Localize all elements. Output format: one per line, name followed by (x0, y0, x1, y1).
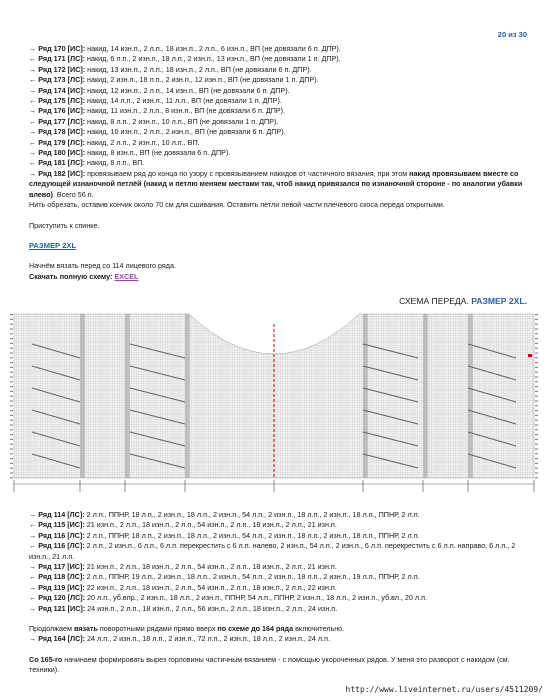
row-tail: . Всего 56 п. (52, 189, 94, 199)
row-text: 22 изн.п., 2 л.п., 18 изн.п., 2 л.п., 54 изн.п., 2 л.п., 18 изн.п., 2 л.п., 22 изн.п. (84, 582, 337, 592)
row-line (29, 106, 525, 116)
arrow-right-icon: → (29, 44, 39, 53)
size-heading[interactable]: РАЗМЕР 2XL (29, 240, 77, 250)
arrow-left-icon: ← (29, 96, 39, 106)
row-text: 21 изн.п., 2 л.п., 18 изн.п., 2 л.п., 54 изн.п., 2 л.п., 18 изн.п., 2 л.п., 21 изн.п. (84, 520, 337, 530)
download-label: Скачать полную схему: (29, 271, 113, 281)
row-text: накид, 14 изн.п., 2 л.п., 18 изн.п., 2 л.п., 6 изн.п., ВП (не довязали 6 п. ДПР). (85, 44, 341, 53)
row-line (29, 562, 525, 572)
footer-url[interactable]: http://www.liveinternet.ru/users/4511209/ (345, 685, 543, 694)
row-text: накид, 6 л.п., 2 изн.п., 18 л.п., 2 изн.п., 13 изн.п., ВП (не довязали 1 п. ДПР). (85, 54, 341, 64)
row-text: накид, 8 изн.п., ВП (не довязали 6 п. ДПР). (85, 148, 231, 158)
knitting-chart (10, 308, 538, 502)
row-line (29, 520, 525, 530)
row-line (29, 65, 525, 75)
row-line (29, 44, 525, 54)
chart-title (399, 296, 527, 306)
row-name: Ряд 117 [ИС]: (38, 562, 85, 572)
cut-instructions: Нить обрезать, оставив кончик около 70 см для сшивания. Оставить петли левой части плечевого скоса переда открытыми. (29, 200, 445, 210)
row-list-bottom (29, 510, 525, 614)
arrow-left-icon: ← (29, 593, 39, 603)
row-text: 2 л.п., ППНР, 19 л.п., 2 изн.п., 18 л.п., 2 изн.п., 54 л.п., 2 изн.п., 18 л.п., 2 изн.п., 19 л.п., ППНР, 2 л.п. (84, 572, 420, 582)
row-text: 24 изн.п., 2 л.п., 18 изн.п., 2 л.п., 56 изн.п., 2 л.п., 18 изн.п., 2 л.п., 24 изн.п. (85, 603, 338, 613)
row-text: 2 л.п., ППНР, 18 л.п., 2 изн.п., 18 л.п., 2 изн.п., 54 л.п., 2 изн.п., 18 л.п., 2 изн.п., 18 л.п., ППНР, 2 л.п. (84, 530, 420, 540)
row-list-top (29, 44, 525, 169)
row-text: 21 изн.п., 2 л.п., 18 изн.п., 2 л.п., 54 изн.п., 2 л.п., 18 изн.п., 2 л.п., 21 изн.п. (84, 562, 337, 572)
row-name: Ряд 175 [ЛС]: (38, 96, 86, 106)
start-text: Начнём вязать перед со 114 лицевого ряда. (29, 261, 176, 271)
row-name: Ряд 116 [ЛС]: (38, 541, 85, 551)
row-line (29, 86, 525, 96)
row-name: Ряд 180 [ИС]: (38, 148, 86, 158)
row-bold-text: накид провязываем вместе со следующей изнаночной петлёй (накид и петлю меняем местами так, чтоб накид привязался по изнаночной стороне - по аналогии убавки влево) (29, 168, 523, 199)
arrow-left-icon: ← (29, 116, 39, 126)
chart-marker (528, 354, 532, 357)
row-name: Ряд 120 [ЛС]: (38, 593, 86, 603)
row-text: 20 л.п., уб.впр., 2 изн.п., 18 л.п., 2 изн.п., ППНР, 54 л.п., ППНР, 2 изн.п., 18 л.п., 2 изн.п., уб.вл., 20 л.п. (85, 593, 428, 603)
arrow-left-icon: ← (29, 54, 39, 64)
chart-title-size: РАЗМЕР 2XL. (471, 296, 527, 306)
row-182 (29, 169, 525, 200)
row-text: провязываем ряд до конца по узору с провязыванием накидов от частичного вязания, при этом (85, 168, 410, 178)
arrow-right-icon: → (29, 603, 39, 613)
row-line (29, 593, 525, 603)
row-line (29, 541, 525, 562)
row-line (29, 531, 525, 541)
row-text: накид, 2 л.п., 2 изн.п., 10 л.п., ВП. (85, 137, 200, 147)
arrow-right-icon: → (29, 582, 39, 592)
instructions-bottom (29, 510, 525, 676)
chart-title-text: СХЕМА ПЕРЕДА. (399, 296, 469, 306)
row-text: 2 л.п., 2 изн.п., 6 л.п., 6 л.п. перекрестить с 6 л.п. налево, 2 изн.п., 54 л.п., 2 изн.п., 6 л.п. перекрестить с 6 л.п. направо, 6 л.п., 2 изн.п., 21 л.п. (29, 541, 516, 561)
arrow-right-icon: → (29, 85, 39, 95)
row-name: Ряд 173 [ЛС]: (38, 75, 86, 85)
arrow-right-icon: → (29, 64, 39, 74)
row-name: Ряд 177 [ЛС]: (38, 116, 86, 126)
arrow-left-icon: ← (29, 137, 39, 147)
row-text: накид, 8 л.п., ВП. (85, 158, 145, 168)
arrow-icon: → (29, 168, 37, 178)
proceed-text: Приступить к спинке. (29, 220, 100, 230)
row-name: Ряд 176 [ИС]: (38, 106, 86, 116)
row-line (29, 127, 525, 137)
row-line (29, 572, 525, 582)
row-name: Ряд 170 [ИС]: (38, 44, 86, 53)
arrow-right-icon: → (29, 106, 39, 116)
neckline-text: Со 165-го начинаем формировать вырез горловины частичным вязанием - с помощью укороченных рядов. У меня это разворот с накидом (см. техники). (29, 654, 510, 675)
row-164 (29, 634, 525, 644)
arrow-right-icon: → (29, 148, 39, 158)
row-line (29, 158, 525, 168)
arrow-right-icon: → (29, 127, 39, 137)
page-number: 20 из 30 (497, 30, 527, 39)
arrow-right-icon: → (29, 530, 39, 540)
arrow-left-icon: ← (29, 158, 39, 168)
row-line (29, 75, 525, 85)
row-text: накид, 13 изн.п., 2 л.п., 18 изн.п., 2 л.п., ВП (не довязали 6 п. ДПР). (85, 64, 312, 74)
row-text: накид, 2 изн.п., 18 л.п., 2 изн.п., 12 изн.п., ВП (не довязали 1 п. ДПР). (85, 75, 319, 85)
arrow-right-icon: → (29, 562, 39, 572)
row-line (29, 138, 525, 148)
row-text: 24 л.п., 2 изн.п., 18 л.п., 2 изн.п., 72 л.п., 2 изн.п., 18 л.п., 2 изн.п., 24 л.п. (85, 634, 330, 644)
row-name: Ряд 164 [ЛС]: (38, 634, 86, 644)
continue-text: Продолжаем вязать поворотными рядами прямо вверх по схеме до 164 ряда включительно. (29, 624, 345, 634)
instructions-top (29, 44, 525, 282)
row-line (29, 117, 525, 127)
row-text: накид, 12 изн.п., 2 л.п., 14 изн.п., ВП (не довязали 6 п. ДПР). (85, 85, 290, 95)
row-name: Ряд 181 [ЛС]: (38, 158, 86, 168)
row-line (29, 510, 525, 520)
excel-download-link[interactable]: EXCEL (114, 271, 139, 281)
row-name: Ряд 179 [ЛС]: (38, 137, 86, 147)
row-name: Ряд 182 [ИС]: (38, 168, 86, 178)
arrow-left-icon: ← (29, 541, 39, 551)
row-name: Ряд 121 [ИС]: (38, 603, 86, 613)
row-text: накид, 11 изн.п., 2 л.п., 8 изн.п., ВП (не довязали 6 п. ДПР). (85, 106, 286, 116)
row-text: накид, 8 л.п., 2 изн.п., 10 л.п., ВП (не довязали 1 п. ДПР). (85, 116, 279, 126)
row-name: Ряд 119 [ИС]: (38, 582, 85, 592)
row-name: Ряд 114 [ЛС]: (38, 510, 85, 519)
arrow-right-icon: → (29, 510, 39, 519)
row-name: Ряд 116 [ЛС]: (38, 530, 85, 540)
row-line (29, 583, 525, 593)
row-name: Ряд 174 [ИС]: (38, 85, 86, 95)
row-line (29, 604, 525, 614)
row-name: Ряд 115 [ИС]: (38, 520, 85, 530)
row-name: Ряд 178 [ИС]: (38, 127, 86, 137)
row-text: 2 л.п., ППНР, 18 л.п., 2 изн.п., 18 л.п., 2 изн.п., 54 л.п., 2 изн.п., 18 л.п., 2 изн.п., 18 л.п., ППНР, 2 л.п. (84, 510, 420, 519)
arrow-left-icon: ← (29, 75, 39, 85)
row-line (29, 148, 525, 158)
row-text: накид, 10 изн.п., 2 л.п., 2 изн.п., ВП (не довязали 6 п. ДПР). (85, 127, 286, 137)
row-line (29, 54, 525, 64)
arrow-left-icon: ← (29, 572, 39, 582)
row-name: Ряд 171 [ЛС]: (38, 54, 86, 64)
arrow-icon: → (29, 634, 37, 644)
row-line (29, 96, 525, 106)
row-name: Ряд 172 [ИС]: (38, 64, 86, 74)
row-name: Ряд 118 [ЛС]: (38, 572, 85, 582)
arrow-left-icon: ← (29, 520, 39, 530)
row-text: накид, 14 л.п., 2 изн.п., 11 л.п., ВП (не довязали 1 п. ДПР). (85, 96, 282, 106)
